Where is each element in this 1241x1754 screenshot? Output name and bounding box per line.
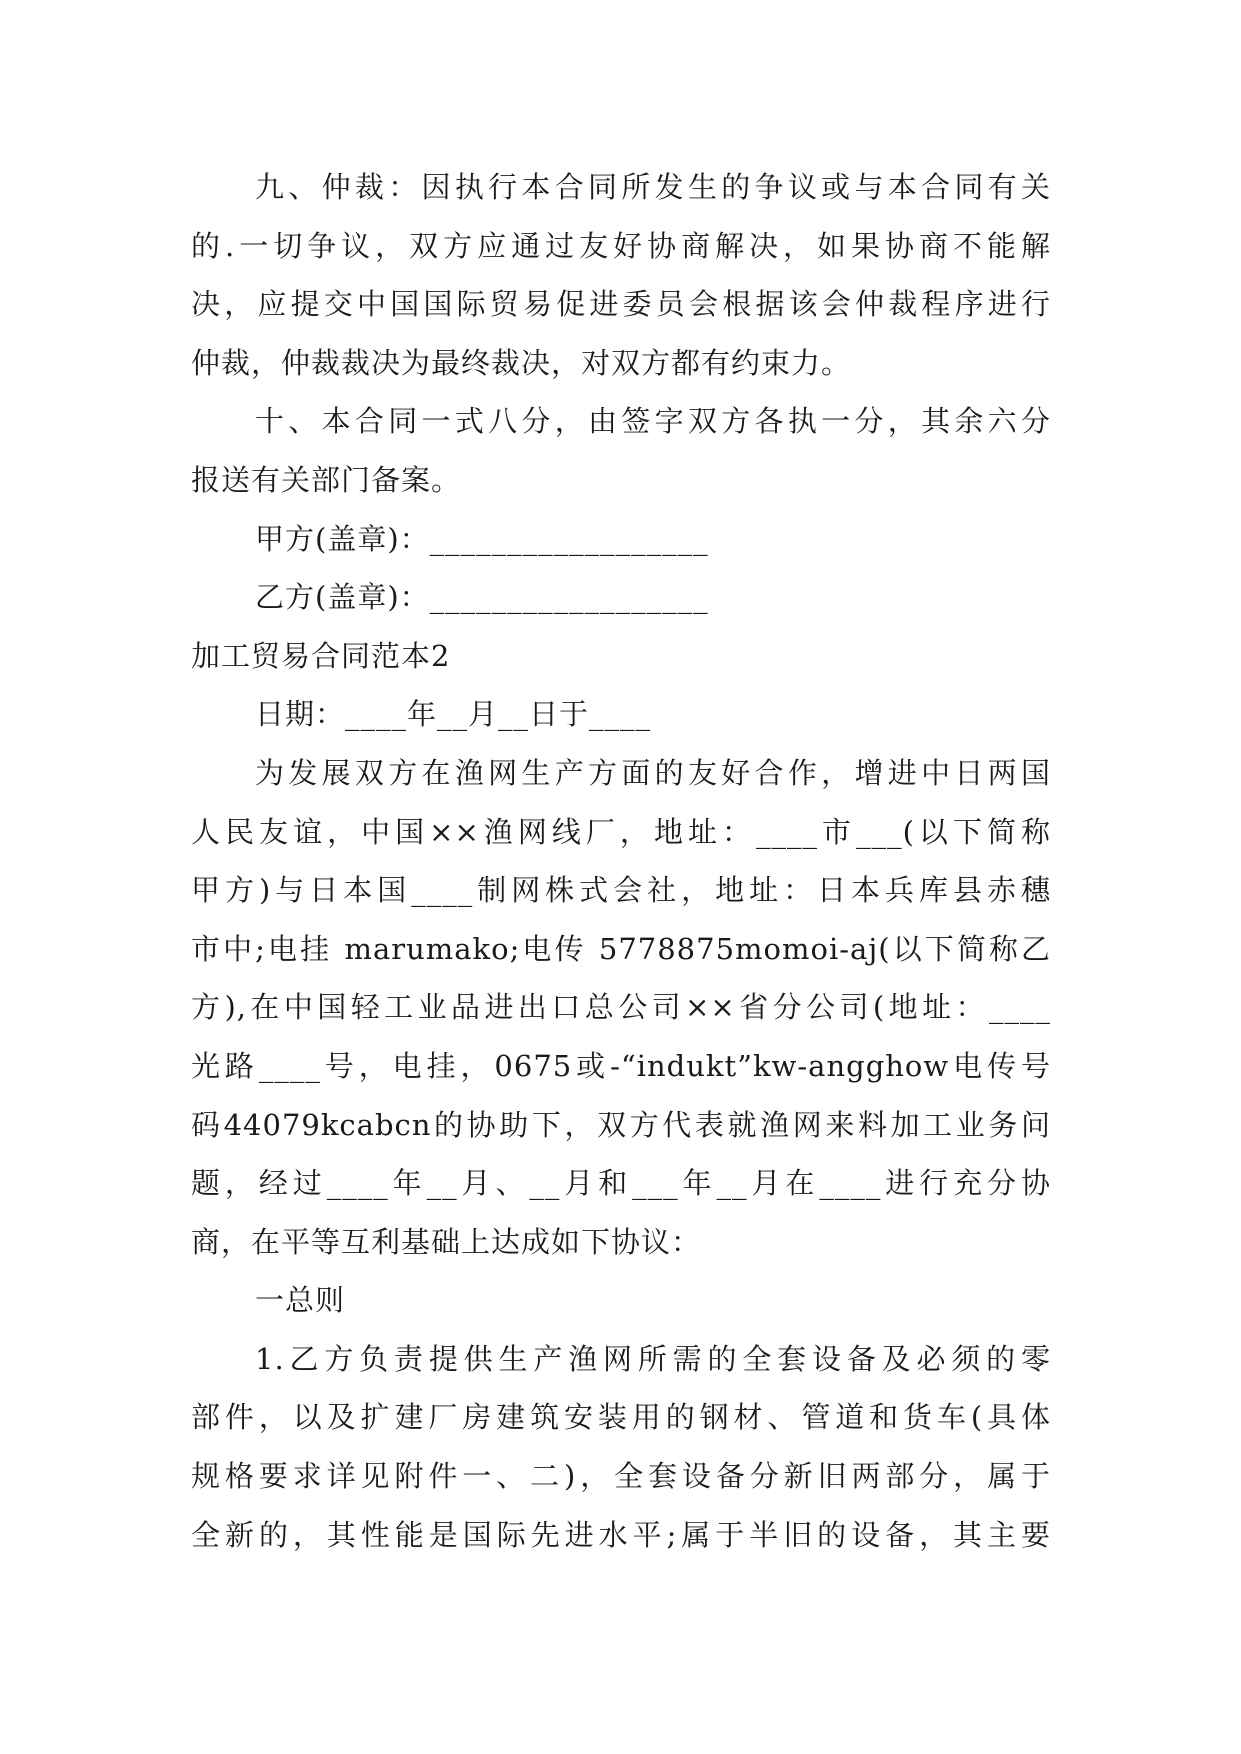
text-line: 决，应提交中国国际贸易促进委员会根据该会仲裁程序进行 (191, 287, 1051, 322)
text-line: 光路____号，电挂，0675或-“indukt”kw-angghow电传号 (191, 1048, 1051, 1083)
text-line: 十、本合同一式八分，由签字双方各执一分，其余六分 (255, 404, 1051, 439)
text-line: 全新的，其性能是国际先进水平;属于半旧的设备，其主要 (191, 1517, 1051, 1552)
text-line: 部件，以及扩建厂房建筑安装用的钢材、管道和货车(具体 (191, 1400, 1051, 1435)
text-line: 九、仲裁：因执行本合同所发生的争议或与本合同有关 (255, 170, 1051, 204)
document-body (191, 158, 1051, 1564)
text-line: 市中;电挂 marumako;电传 5778875momoi-aj(以下简称乙 (191, 931, 1051, 966)
text-line: 报送有关部门备案。 (191, 462, 462, 497)
text-line: 甲方(盖章)：__________________ (255, 521, 709, 556)
text-line: 商，在平等互利基础上达成如下协议： (191, 1224, 702, 1259)
text-line: 为发展双方在渔网生产方面的友好合作，增进中日两国 (255, 755, 1051, 790)
text-line: 1.乙方负责提供生产渔网所需的全套设备及必须的零 (255, 1341, 1051, 1376)
text-line: 仲裁，仲裁裁决为最终裁决，对双方都有约束力。 (191, 345, 852, 380)
text-line: 规格要求详见附件一、二)，全套设备分新旧两部分，属于 (191, 1459, 1051, 1494)
text-line: 加工贸易合同范本2 (191, 638, 451, 673)
text-line: 方),在中国轻工业品进出口总公司××省分公司(地址：____ (191, 990, 1051, 1025)
text-line: 乙方(盖章)：__________________ (255, 580, 709, 615)
text-line: 甲方)与日本国____制网株式会社，地址：日本兵库县赤穗 (191, 873, 1051, 908)
text-line: 人民友谊，中国××渔网线厂，地址：____市___(以下简称 (191, 814, 1051, 849)
text-line: 一总则 (255, 1283, 346, 1318)
text-line: 码44079kcabcn的协助下，双方代表就渔网来料加工业务问 (191, 1107, 1051, 1142)
text-line: 日期：____年__月__日于____ (255, 697, 652, 732)
text-line: 题，经过____年__月、__月和___年__月在____进行充分协 (191, 1166, 1051, 1201)
text-line: 的.一切争议，双方应通过友好协商解决，如果协商不能解 (191, 228, 1051, 263)
